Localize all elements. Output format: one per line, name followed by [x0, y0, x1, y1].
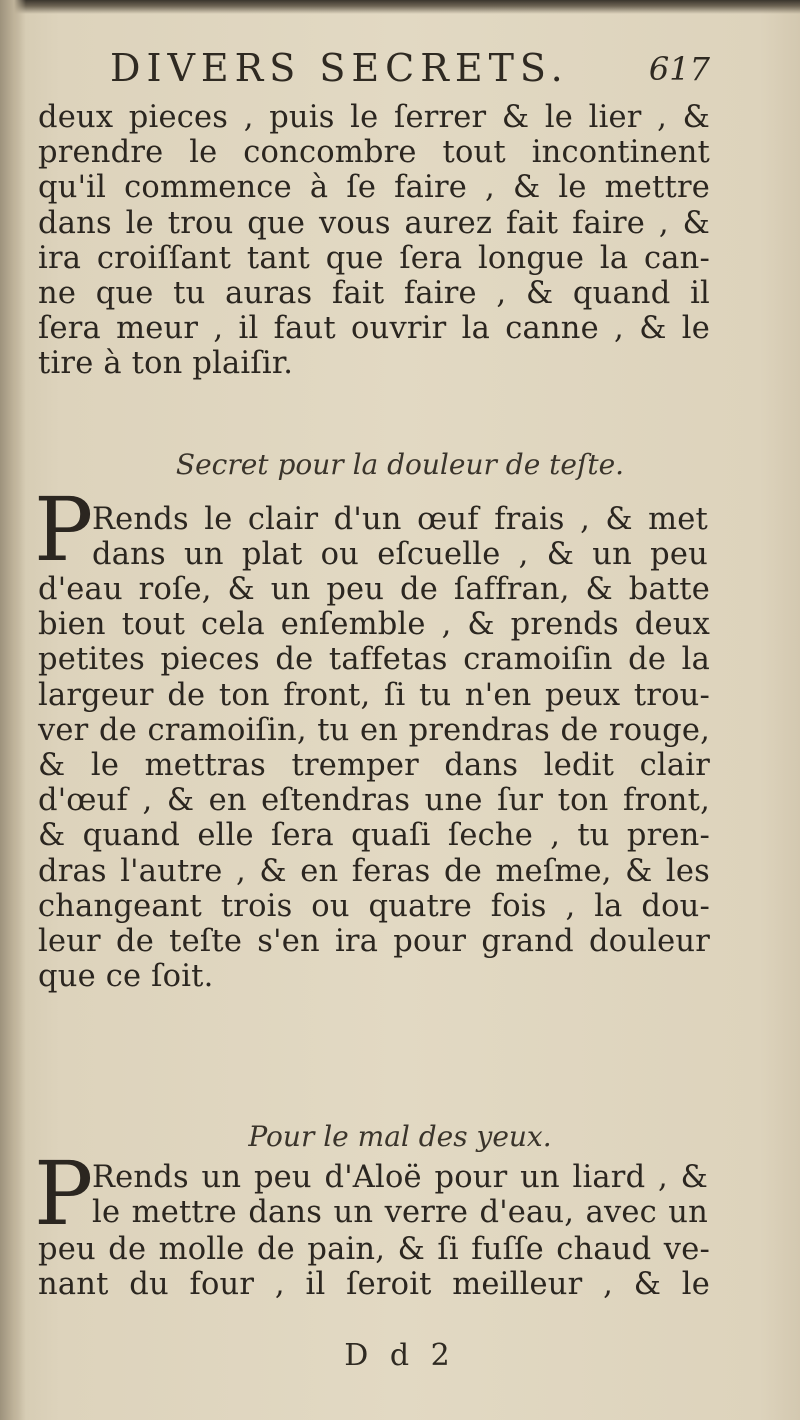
text-line: ira croiſſant tant que ſera longue la can- — [38, 240, 710, 276]
text-line: leur de teſte s'en ira pour grand douleur — [38, 923, 710, 959]
page-top-shadow — [0, 0, 800, 14]
running-title: DIVERS SECRETS. — [110, 46, 569, 90]
text-line: dras l'autre , & en feras de meſme, & les — [38, 853, 710, 889]
text-line: d'œuf , & en eſtendras une ſur ton front, — [38, 783, 710, 819]
drop-cap: P — [34, 1142, 94, 1245]
text-line: d'eau roſe, & un peu de ſaffran, & batte — [38, 572, 710, 607]
text-line: que ce ſoit. — [38, 959, 214, 995]
text-line: prendre le concombre tout incontinent — [38, 135, 710, 171]
paragraph-eyes-opening — [92, 1160, 708, 1230]
text-line: ne que tu auras fait faire , & quand il — [38, 275, 710, 311]
section-heading-eyes: Pour le mal des yeux. — [248, 1120, 552, 1153]
text-line: changeant trois ou quatre fois , la dou- — [38, 888, 710, 924]
text-line: tire à ton plaiſir. — [38, 346, 294, 382]
text-line: deux pieces , puis le ſerrer & le lier , & — [38, 100, 710, 135]
text-line: Rends un peu d'Aloë pour un liard , & — [92, 1160, 708, 1195]
paragraph-eyes — [38, 1232, 710, 1302]
text-line: & le mettras tremper dans ledit clair — [38, 747, 710, 783]
paragraph-continuation — [38, 100, 710, 382]
running-head — [110, 46, 710, 96]
page-number: 617 — [648, 50, 710, 88]
paragraph-headache-opening — [92, 502, 708, 572]
text-line: Rends le clair d'un œuf frais , & met — [92, 502, 708, 537]
text-line: dans le trou que vous aurez fait faire , & — [38, 205, 710, 241]
text-line: bien tout cela enſemble , & prends deux — [38, 607, 710, 643]
text-line: peu de molle de pain, & ſi fuſſe chaud ve- — [38, 1232, 710, 1267]
text-line: le mettre dans un verre d'eau, avec un — [92, 1195, 708, 1231]
section-heading-headache: Secret pour la douleur de teſte. — [175, 448, 625, 481]
paragraph-headache — [38, 572, 710, 994]
text-line: largeur de ton front, ſi tu n'en peux trou- — [38, 677, 710, 713]
text-line: ver de cramoiſin, tu en prendras de rouge, — [38, 712, 710, 748]
text-line: dans un plat ou eſcuelle , & un peu — [92, 537, 708, 573]
text-line: & quand elle ſera quaſi ſeche , tu pren- — [38, 818, 710, 854]
drop-cap: P — [34, 478, 94, 581]
binding-gutter — [0, 0, 26, 1420]
text-line: ſera meur , il faut ouvrir la canne , & le — [38, 311, 710, 347]
text-line: qu'il commence à ſe faire , & le mettre — [38, 170, 710, 206]
text-line: nant du four , il ſeroit meilleur , & le — [38, 1267, 710, 1303]
signature-mark: D d 2 — [344, 1338, 456, 1373]
text-line: petites pieces de taffetas cramoiſin de la — [38, 642, 710, 678]
